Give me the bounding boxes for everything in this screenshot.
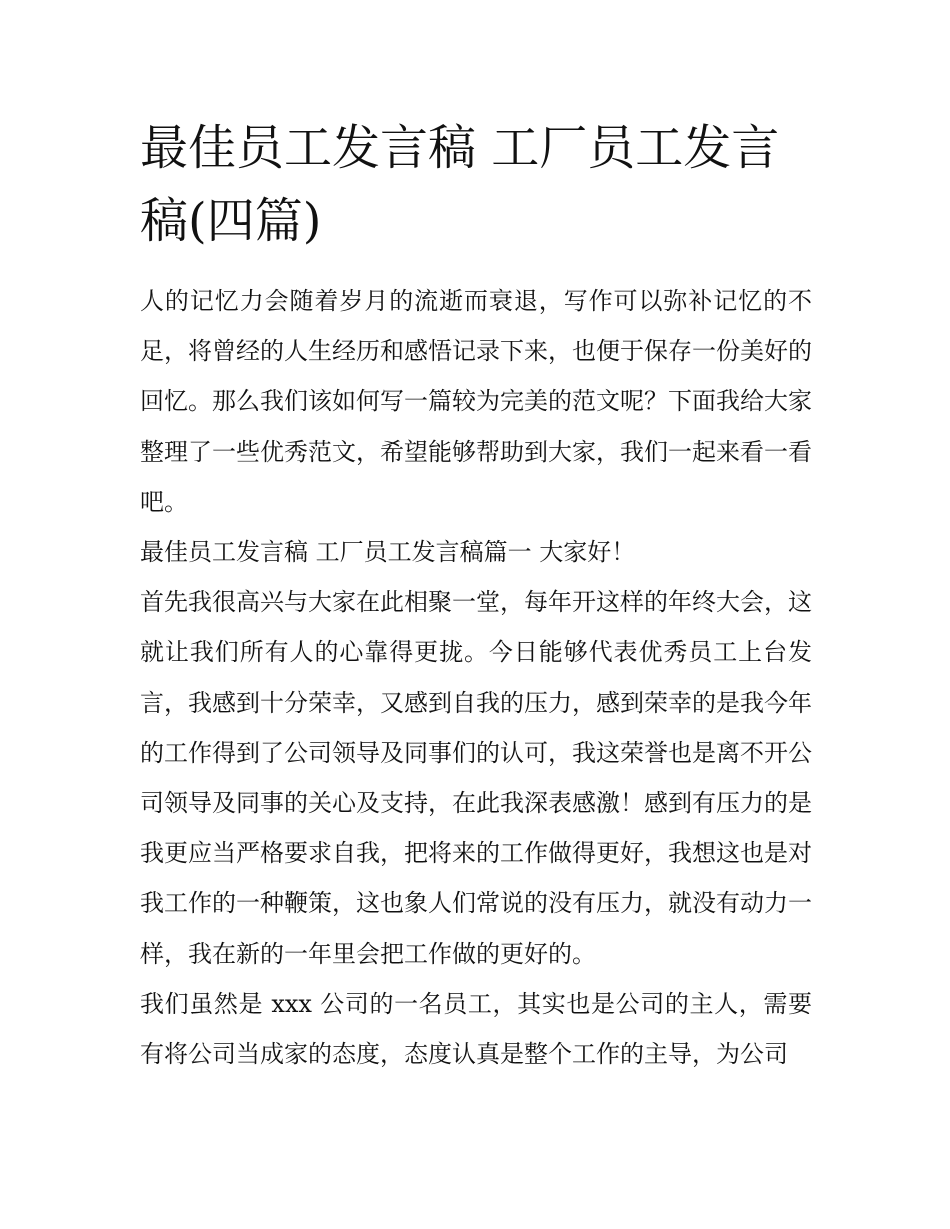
paragraph-section-heading: 最佳员工发言稿 工厂员工发言稿篇一 大家好！	[140, 538, 636, 567]
paragraph-speech-2: 我们虽然是 xxx 公司的一名员工，其实也是公司的主人，需要有将公司当成家的态度，态度认真是整个工作的主导，为公司	[140, 989, 812, 1069]
document-title: 最佳员工发言稿 工厂员工发言稿(四篇)	[140, 120, 780, 249]
document-body	[140, 276, 812, 1079]
paragraph-intro: 人的记忆力会随着岁月的流逝而衰退，写作可以弥补记忆的不足，将曾经的人生经历和感悟记录下来，也便于保存一份美好的回忆。那么我们该如何写一篇较为完美的范文呢？下面我给大家整理了一些优秀范文，希望能够帮助到大家，我们一起来看一看吧。	[140, 287, 812, 516]
paragraph-speech-1: 首先我很高兴与大家在此相聚一堂，每年开这样的年终大会，这就让我们所有人的心靠得更拢。今日能够代表优秀员工上台发言，我感到十分荣幸，又感到自我的压力，感到荣幸的是我今年的工作得到了公司领导及同事们的认可，我这荣誉也是离不开公司领导及同事的关心及支持，在此我深表感激！感到有压力的是我更应当严格要求自我，把将来的工作做得更好，我想这也是对我工作的一种鞭策，这也象人们常说的没有压力，就没有动力一样，我在新的一年里会把工作做的更好的。	[140, 588, 812, 968]
